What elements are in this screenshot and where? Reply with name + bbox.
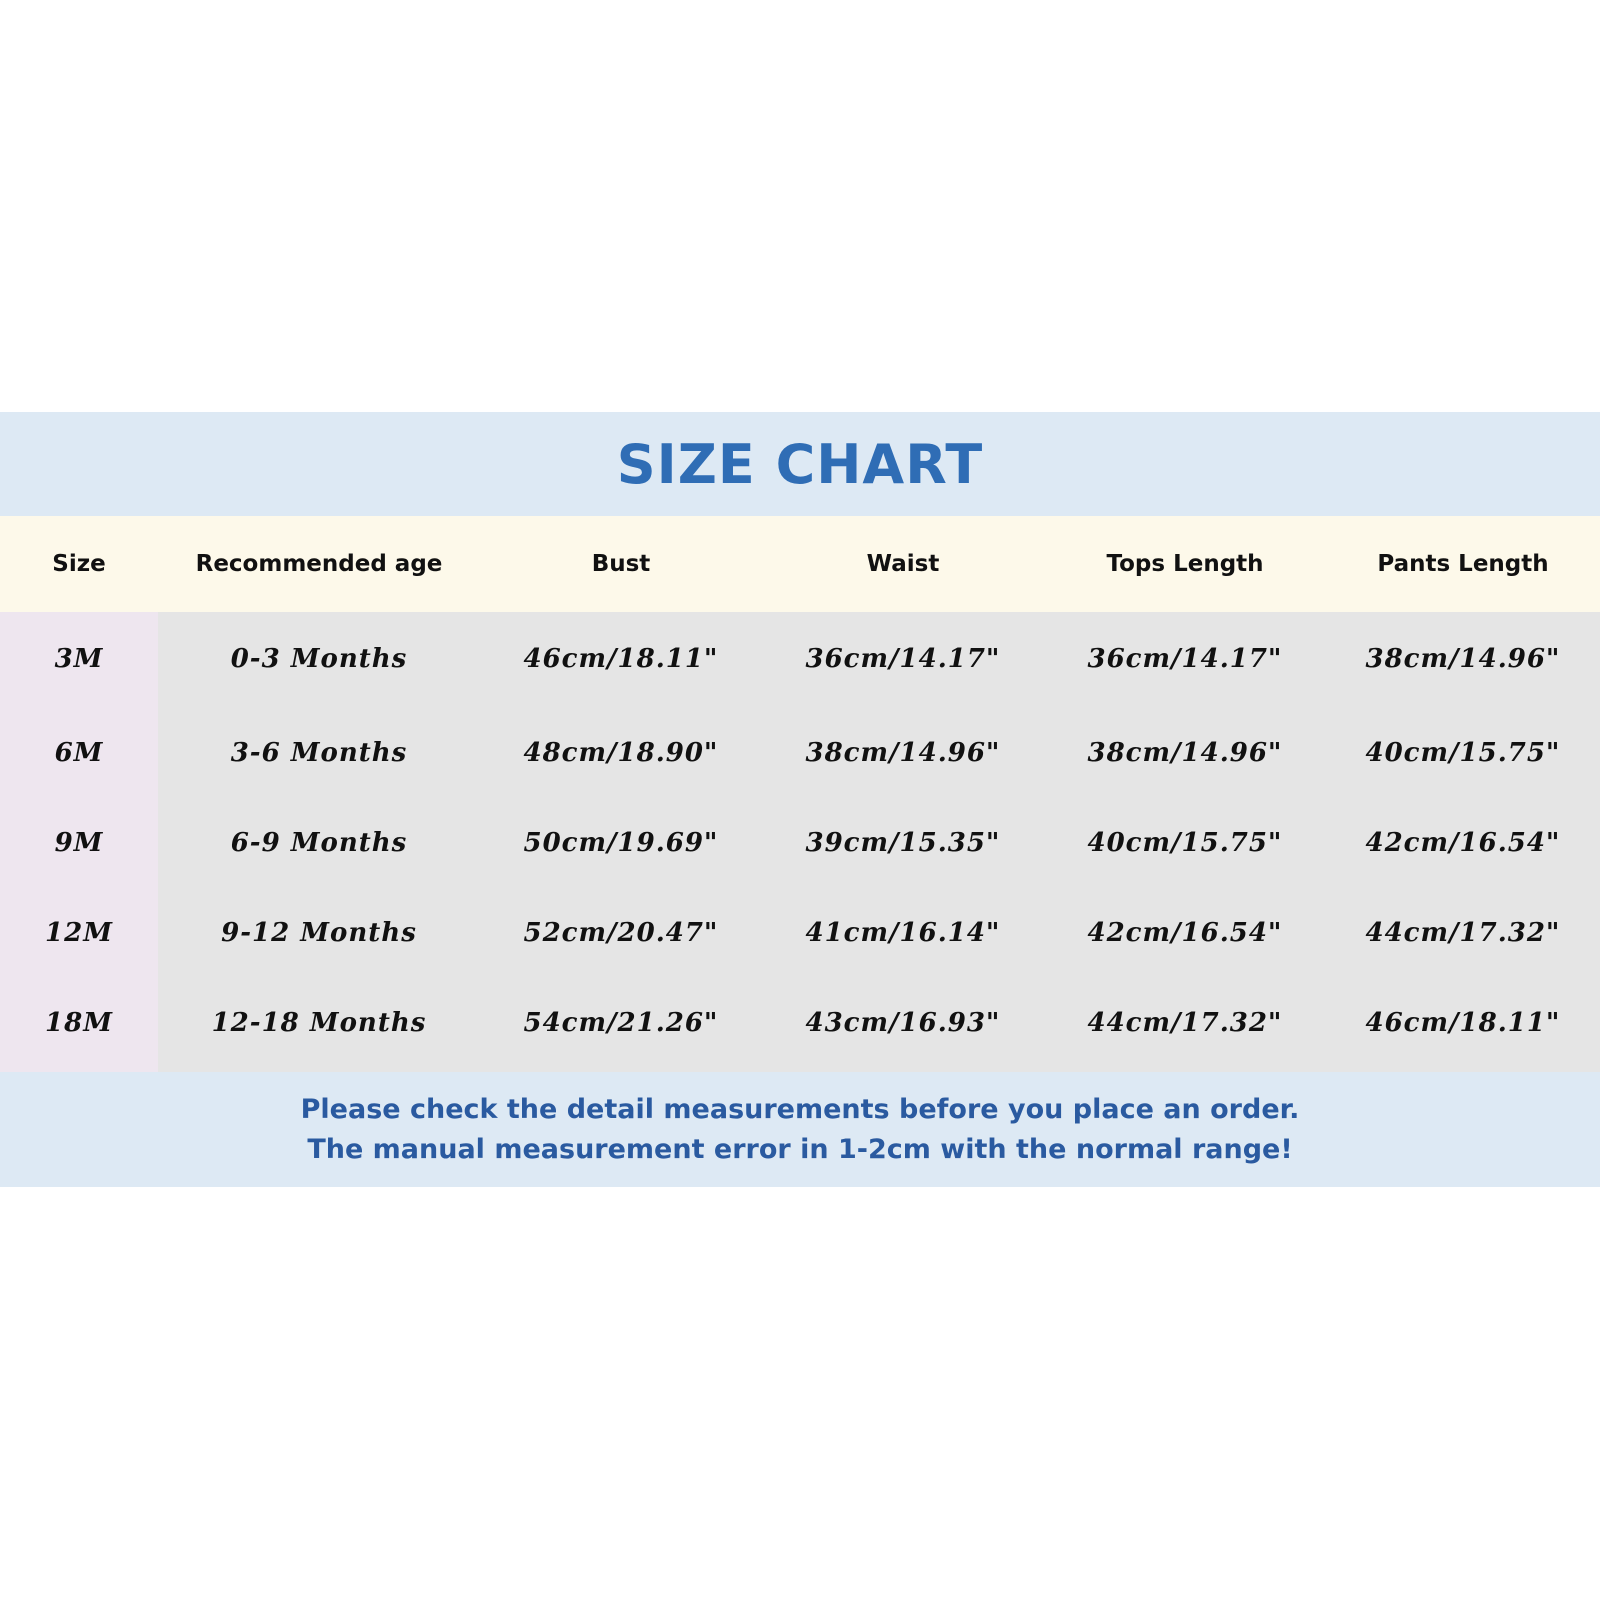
cell-waist: 39cm/15.35" [805, 828, 1001, 858]
note-line-1: Please check the detail measurements before you place an order. [300, 1093, 1300, 1125]
table-header [0, 516, 1600, 612]
cell-bust: 52cm/20.47" [523, 918, 719, 948]
cell-tops-length: 44cm/17.32" [1087, 1008, 1283, 1038]
cell-size: 6M [54, 738, 104, 768]
header-waist: Waist [866, 551, 940, 577]
cell-recommended-age: 6-9 Months [230, 828, 408, 858]
header-pants-length: Pants Length [1377, 551, 1549, 577]
header-tops-length: Tops Length [1106, 551, 1264, 577]
cell-pants-length: 46cm/18.11" [1365, 1008, 1561, 1038]
cell-tops-length: 42cm/16.54" [1087, 918, 1283, 948]
cell-tops-length: 38cm/14.96" [1087, 738, 1283, 768]
cell-pants-length: 38cm/14.96" [1365, 644, 1561, 674]
cell-pants-length: 40cm/15.75" [1365, 738, 1561, 768]
cell-tops-length: 40cm/15.75" [1087, 828, 1283, 858]
cell-bust: 48cm/18.90" [523, 738, 719, 768]
cell-tops-length: 36cm/14.17" [1087, 644, 1283, 674]
cell-size: 3M [54, 644, 104, 674]
cell-pants-length: 44cm/17.32" [1365, 918, 1561, 948]
table-row [0, 978, 1600, 1068]
cell-waist: 36cm/14.17" [805, 644, 1001, 674]
cell-size: 18M [45, 1008, 113, 1038]
title-band [0, 412, 1600, 516]
table-body [0, 612, 1600, 1072]
table-row [0, 614, 1600, 704]
cell-size: 9M [54, 828, 104, 858]
header-recommended-age: Recommended age [195, 551, 443, 577]
cell-waist: 41cm/16.14" [805, 918, 1001, 948]
cell-bust: 46cm/18.11" [523, 644, 719, 674]
chart-title: SIZE CHART [616, 432, 984, 496]
note-line-2: The manual measurement error in 1-2cm with the normal range! [307, 1133, 1293, 1165]
cell-waist: 38cm/14.96" [805, 738, 1001, 768]
cell-recommended-age: 9-12 Months [221, 918, 417, 948]
cell-bust: 50cm/19.69" [523, 828, 719, 858]
header-bust: Bust [591, 551, 651, 577]
table-row [0, 888, 1600, 978]
cell-recommended-age: 12-18 Months [211, 1008, 427, 1038]
table-row [0, 798, 1600, 888]
cell-size: 12M [45, 918, 113, 948]
cell-recommended-age: 3-6 Months [230, 738, 408, 768]
cell-waist: 43cm/16.93" [805, 1008, 1001, 1038]
size-chart [0, 412, 1600, 1187]
note-band [0, 1072, 1600, 1187]
cell-bust: 54cm/21.26" [523, 1008, 719, 1038]
table-row [0, 708, 1600, 798]
cell-pants-length: 42cm/16.54" [1365, 828, 1561, 858]
header-size: Size [52, 551, 106, 577]
cell-recommended-age: 0-3 Months [230, 644, 408, 674]
